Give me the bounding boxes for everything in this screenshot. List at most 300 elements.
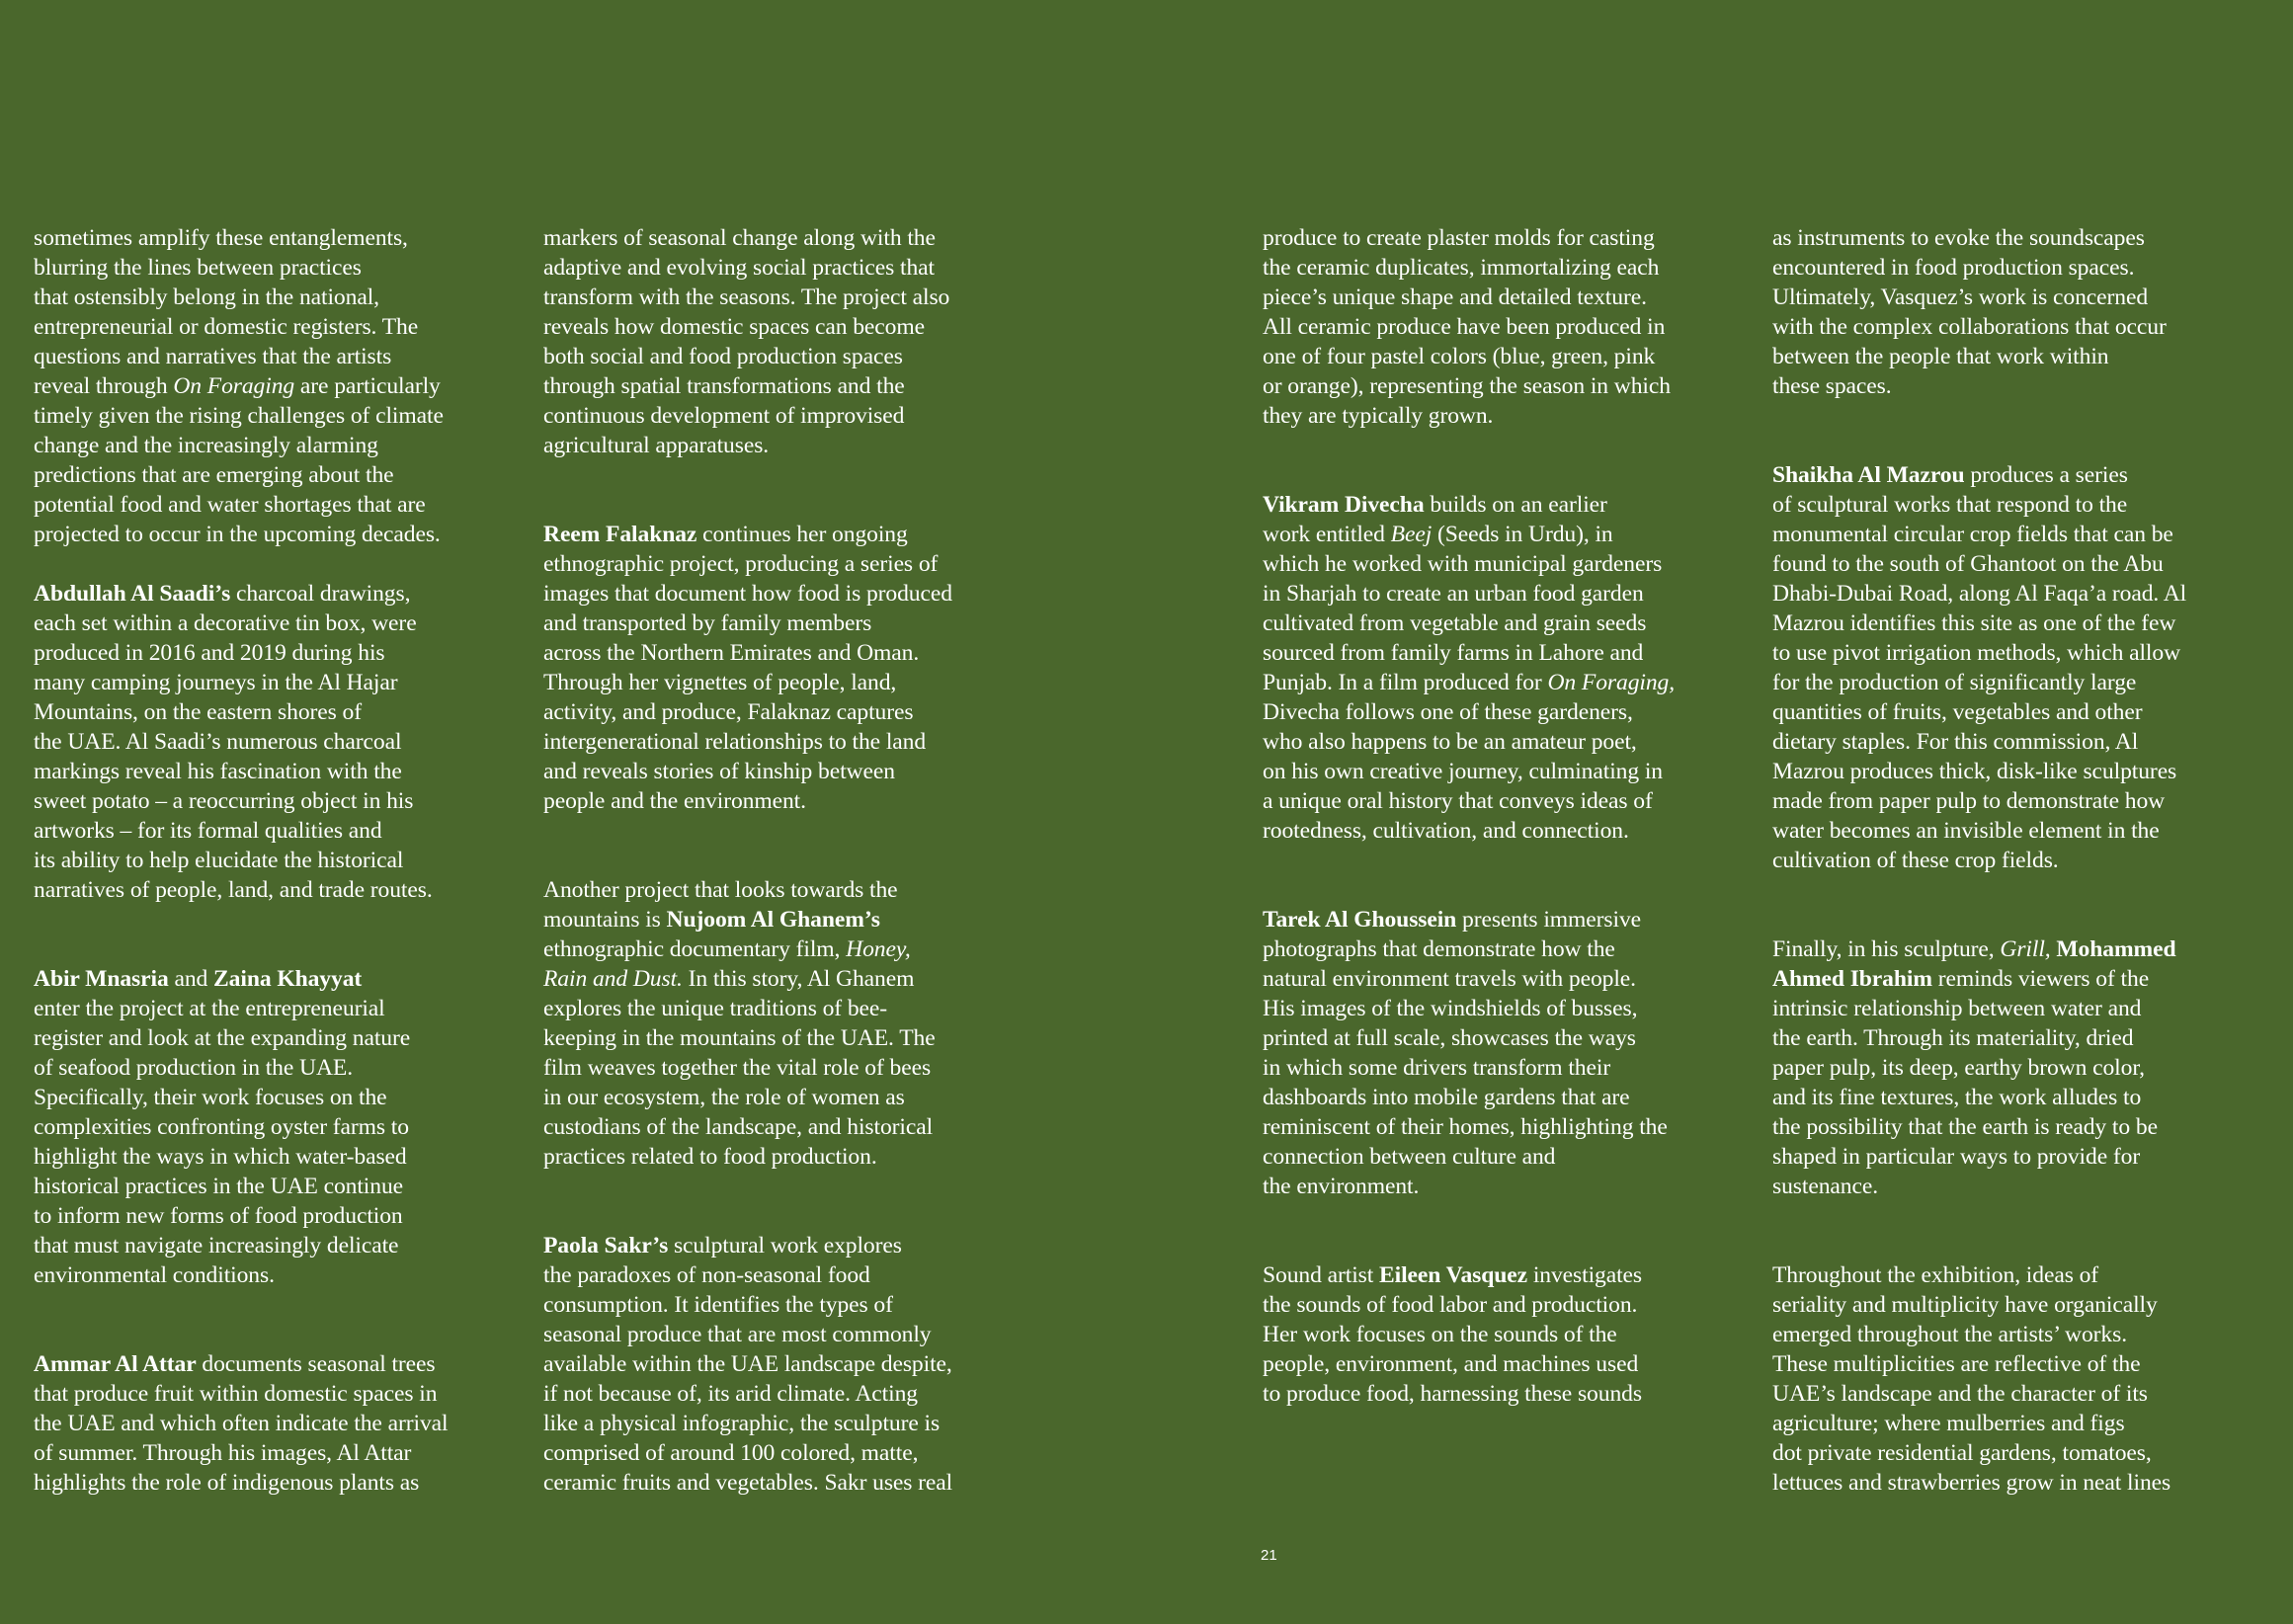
text-run: they are typically grown. [1263,403,1494,429]
text-run: questions and narratives that the artists [34,344,392,369]
text-line [34,1468,532,1498]
text-run: and [168,966,214,992]
text-line [1263,1023,1761,1053]
work-title: On Foraging, [1547,670,1676,695]
text-run: seasonal produce that are most commonly [543,1322,932,1347]
text-run: activity, and produce, Falaknaz captures [543,699,914,725]
text-run: like a physical infographic, the sculpture is [543,1411,941,1436]
text-run: keeping in the mountains of the UAE. The [543,1025,936,1051]
text-line [1772,223,2271,253]
text-line [543,934,1042,964]
paragraph [543,1231,1042,1498]
text-run: dashboards into mobile gardens that are [1263,1085,1630,1110]
text-line [1772,1379,2271,1409]
text-line [1772,668,2271,697]
text-run: the earth. Through its materiality, dried [1772,1025,2134,1051]
text-line [1772,1468,2271,1498]
text-run: sweet potato – a reoccurring object in his [34,788,414,814]
text-run: in which some drivers transform their [1263,1055,1611,1081]
text-line [543,579,1042,609]
text-run: to use pivot irrigation methods, which allow [1772,640,2181,666]
work-title: Grill, [2000,936,2051,962]
artist-name: Zaina Khayyat [213,966,363,992]
paragraph-gap [1263,1201,1761,1260]
text-run: ethnographic project, producing a series of [543,551,939,577]
paragraph-gap [1772,401,2271,460]
text-line [1772,846,2271,875]
text-line [34,371,532,401]
text-run: to inform new forms of food production [34,1203,403,1229]
text-line [1263,727,1761,757]
text-line [1263,757,1761,786]
paragraph [1263,490,1761,846]
text-run: documents seasonal trees [196,1351,436,1377]
text-run: paper pulp, its deep, earthy brown color, [1772,1055,2145,1081]
text-line [34,1379,532,1409]
text-run: Punjab. In a film produced for [1263,670,1548,695]
text-run: predictions that are emerging about the [34,462,394,488]
text-run: water becomes an invisible element in the [1772,818,2160,844]
paragraph-gap [34,905,532,964]
text-line [1772,1172,2271,1201]
text-run: Throughout the exhibition, ideas of [1772,1262,2099,1288]
text-line [543,964,1042,994]
text-run: in our ecosystem, the role of women as [543,1085,905,1110]
text-line [1263,520,1761,549]
text-run: Ultimately, Vasquez’s work is concerned [1772,284,2149,310]
text-line [543,549,1042,579]
text-line [543,697,1042,727]
paragraph [34,223,532,549]
text-line [34,1112,532,1142]
text-line [1772,1142,2271,1172]
text-column-2 [543,223,1042,1498]
text-line [543,1142,1042,1172]
text-line [1263,1290,1761,1320]
text-run: change and the increasingly alarming [34,433,378,458]
text-run: with the complex collaborations that occur [1772,314,2167,340]
text-line [1772,1320,2271,1349]
text-run: Mazrou identifies this site as one of the few [1772,610,2176,636]
paragraph [34,579,532,905]
text-run: agriculture; where mulberries and figs [1772,1411,2125,1436]
text-line [1772,1438,2271,1468]
text-run: ethnographic documentary film, [543,936,847,962]
text-line [1263,1112,1761,1142]
text-run: on his own creative journey, culminating in [1263,759,1663,784]
text-line [1263,1349,1761,1379]
text-run: mountains is [543,907,667,933]
text-run: Through her vignettes of people, land, [543,670,897,695]
text-line [1263,1260,1761,1290]
paragraph-gap [1263,846,1761,905]
text-run: His images of the windshields of busses, [1263,996,1638,1021]
text-line [1263,549,1761,579]
text-line [1263,1379,1761,1409]
paragraph [1772,1260,2271,1498]
text-line [34,1409,532,1438]
paragraph [543,520,1042,816]
paragraph-gap [34,549,532,579]
artist-name: Eileen Vasquez [1378,1262,1528,1288]
text-run: entrepreneurial or domestic registers. The [34,314,419,340]
text-line [34,223,532,253]
text-run: produced in 2016 and 2019 during his [34,640,385,666]
text-line [34,816,532,846]
paragraph-gap [1263,431,1761,490]
text-line [543,1083,1042,1112]
text-run: natural environment travels with people. [1263,966,1636,992]
text-line [1772,1023,2271,1053]
text-run: continues her ongoing [696,522,908,547]
text-run: reveals how domestic spaces can become [543,314,925,340]
text-line [1263,786,1761,816]
text-run: one of four pastel colors (blue, green, pink [1263,344,1656,369]
paragraph [1772,934,2271,1201]
text-line [34,964,532,994]
text-run: sourced from family farms in Lahore and [1263,640,1644,666]
work-title: On Foraging [173,373,295,399]
text-line [1263,1053,1761,1083]
text-run: rootedness, cultivation, and connection. [1263,818,1629,844]
text-run: sculptural work explores [668,1233,902,1259]
text-run: Another project that looks towards the [543,877,898,903]
text-line [1263,994,1761,1023]
text-run: through spatial transformations and the [543,373,905,399]
text-line [1772,786,2271,816]
paragraph [1772,460,2271,875]
paragraph-gap [1772,875,2271,934]
text-run: across the Northern Emirates and Oman. [543,640,920,666]
text-run: enter the project at the entrepreneurial [34,996,385,1021]
text-run: sometimes amplify these entanglements, [34,225,408,251]
artist-name: Paola Sakr’s [543,1233,669,1259]
text-line [543,1231,1042,1260]
text-line [34,994,532,1023]
text-run: All ceramic produce have been produced in [1263,314,1666,340]
text-line [1772,1083,2271,1112]
text-run: photographs that demonstrate how the [1263,936,1615,962]
text-line [543,401,1042,431]
text-run: Sound artist [1263,1262,1379,1288]
artist-name: Mohammed [2056,936,2176,962]
text-line [1263,1172,1761,1201]
text-line [543,1320,1042,1349]
text-run: dietary staples. For this commission, Al [1772,729,2139,755]
text-line [34,520,532,549]
text-run: complexities confronting oyster farms to [34,1114,409,1140]
text-run: shaped in particular ways to provide for [1772,1144,2141,1170]
paragraph [1263,905,1761,1201]
text-run: that produce fruit within domestic spaces in [34,1381,438,1407]
text-line [34,490,532,520]
text-run: made from paper pulp to demonstrate how [1772,788,2166,814]
text-line [1772,697,2271,727]
text-line [34,757,532,786]
text-line [1772,964,2271,994]
text-line [1772,638,2271,668]
paragraph [543,223,1042,460]
text-run: the UAE. Al Saadi’s numerous charcoal [34,729,402,755]
text-line [1263,312,1761,342]
text-run: to produce food, harnessing these sounds [1263,1381,1642,1407]
text-line [543,520,1042,549]
text-line [543,905,1042,934]
text-run: and reveals stories of kinship between [543,759,895,784]
text-run: found to the south of Ghantoot on the Abu [1772,551,2164,577]
text-run: as instruments to evoke the soundscapes [1772,225,2145,251]
text-run: Her work focuses on the sounds of the [1263,1322,1617,1347]
text-line [1772,994,2271,1023]
text-run: the possibility that the earth is ready to be [1772,1114,2158,1140]
text-line [34,727,532,757]
text-run: projected to occur in the upcoming decades. [34,522,441,547]
text-line [34,668,532,697]
text-run: Dhabi-Dubai Road, along Al Faqa’a road. Al [1772,581,2187,607]
text-line [34,401,532,431]
text-run: the sounds of food labor and production. [1263,1292,1638,1318]
work-title: Beej [1390,522,1433,547]
text-line [1263,816,1761,846]
text-line [1772,253,2271,283]
text-line [34,609,532,638]
text-line [1772,342,2271,371]
text-run: each set within a decorative tin box, were [34,610,417,636]
text-line [543,786,1042,816]
text-run: Specifically, their work focuses on the [34,1085,387,1110]
text-line [1772,549,2271,579]
text-run: and transported by family members [543,610,872,636]
text-line [543,668,1042,697]
text-run: intrinsic relationship between water and [1772,996,2142,1021]
text-line [34,460,532,490]
text-line [34,1349,532,1379]
text-run: the UAE and which often indicate the arrival [34,1411,449,1436]
text-run: explores the unique traditions of bee- [543,996,888,1021]
text-run: charcoal drawings, [230,581,411,607]
text-line [543,342,1042,371]
text-run: highlight the ways in which water-based [34,1144,407,1170]
text-run: many camping journeys in the Al Hajar [34,670,398,695]
paragraph [1772,223,2271,401]
text-line [543,283,1042,312]
text-run: monumental circular crop fields that can be [1772,522,2173,547]
text-column-4 [1772,223,2271,1498]
text-run: cultivated from vegetable and grain seeds [1263,610,1647,636]
artist-name: Ammar Al Attar [34,1351,197,1377]
text-run: reveal through [34,373,174,399]
text-run: blurring the lines between practices [34,255,362,281]
text-run: investigates [1527,1262,1643,1288]
text-run: that ostensibly belong in the national, [34,284,379,310]
text-line [34,1231,532,1260]
text-line [1263,609,1761,638]
text-line [543,312,1042,342]
text-run: who also happens to be an amateur poet, [1263,729,1637,755]
artist-name: Ahmed Ibrahim [1772,966,1932,992]
artist-name: Reem Falaknaz [543,522,697,547]
paragraph-gap [1772,1201,2271,1260]
text-line [1263,342,1761,371]
text-line [34,283,532,312]
text-run: if not because of, its arid climate. Acting [543,1381,918,1407]
text-line [543,431,1042,460]
work-title: Honey, [846,936,911,962]
text-run: reminds viewers of the [1931,966,2150,992]
text-line [1772,727,2271,757]
text-line [1772,1053,2271,1083]
text-line [543,875,1042,905]
text-run: of seafood production in the UAE. [34,1055,354,1081]
text-run: work entitled [1263,522,1391,547]
text-line [1263,1142,1761,1172]
text-run: film weaves together the vital role of bees [543,1055,932,1081]
text-line [543,1053,1042,1083]
text-line [1263,579,1761,609]
text-line [543,757,1042,786]
artist-name: Tarek Al Ghoussein [1263,907,1457,933]
text-run: Mountains, on the eastern shores of [34,699,362,725]
text-line [1772,609,2271,638]
text-run: lettuces and strawberries grow in neat lines [1772,1470,2171,1496]
text-run: a unique oral history that conveys ideas of [1263,788,1653,814]
text-line [543,1290,1042,1320]
text-line [1263,1320,1761,1349]
text-run: Divecha follows one of these gardeners, [1263,699,1633,725]
artist-name: Abdullah Al Saadi’s [34,581,231,607]
text-run: agricultural apparatuses. [543,433,770,458]
artist-name: Nujoom Al Ghanem’s [666,907,880,933]
text-line [1263,401,1761,431]
text-run: These multiplicities are reflective of the [1772,1351,2141,1377]
text-line [34,431,532,460]
text-run: people, environment, and machines used [1263,1351,1639,1377]
text-run: practices related to food production. [543,1144,877,1170]
text-line [543,1260,1042,1290]
text-line [543,1468,1042,1498]
text-line [543,371,1042,401]
text-run: UAE’s landscape and the character of its [1772,1381,2148,1407]
text-run: images that document how food is produced [543,581,952,607]
text-run: In this story, Al Ghanem [682,966,915,992]
text-run: potential food and water shortages that are [34,492,426,518]
text-run: artworks – for its formal qualities and [34,818,382,844]
paragraph-gap [543,1172,1042,1231]
text-run: these spaces. [1772,373,1892,399]
text-line [1263,964,1761,994]
text-line [543,609,1042,638]
text-line [1772,816,2271,846]
text-run: quantities of fruits, vegetables and other [1772,699,2143,725]
text-run: (Seeds in Urdu), in [1432,522,1613,547]
text-run: produce to create plaster molds for casting [1263,225,1655,251]
artist-name: Vikram Divecha [1263,492,1425,518]
text-run: encountered in food production spaces. [1772,255,2135,281]
paragraph-gap [543,460,1042,520]
text-run: builds on an earlier [1424,492,1607,518]
artist-name: Shaikha Al Mazrou [1772,462,1965,488]
text-run: register and look at the expanding nature [34,1025,411,1051]
text-run: intergenerational relationships to the land [543,729,927,755]
text-line [1772,1349,2271,1379]
text-run: presents immersive [1456,907,1642,933]
text-line [1772,1112,2271,1142]
text-run: custodians of the landscape, and historical [543,1114,934,1140]
text-run: ceramic fruits and vegetables. Sakr uses real [543,1470,953,1496]
text-run: the environment. [1263,1174,1420,1199]
text-run: reminiscent of their homes, highlighting the [1263,1114,1668,1140]
text-line [34,1438,532,1468]
text-run: emerged throughout the artists’ works. [1772,1322,2127,1347]
text-line [1772,371,2271,401]
text-run: markers of seasonal change along with the [543,225,936,251]
text-line [1263,668,1761,697]
text-line [1263,223,1761,253]
text-run: connection between culture and [1263,1144,1556,1170]
paragraph [1263,1260,1761,1409]
text-line [34,579,532,609]
paragraph-gap [543,816,1042,875]
text-column-1 [34,223,532,1498]
text-line [34,1053,532,1083]
text-run: the ceramic duplicates, immortalizing each [1263,255,1660,281]
text-run: environmental conditions. [34,1262,275,1288]
text-run: or orange), representing the season in which [1263,373,1671,399]
text-line [543,253,1042,283]
text-run: printed at full scale, showcases the ways [1263,1025,1636,1051]
text-line [1263,934,1761,964]
text-run: are particularly [294,373,441,399]
text-line [34,697,532,727]
text-line [1263,1083,1761,1112]
text-line [1263,697,1761,727]
text-line [1772,757,2271,786]
text-run: available within the UAE landscape despite, [543,1351,952,1377]
text-line [1263,371,1761,401]
text-line [1263,253,1761,283]
text-line [1772,312,2271,342]
text-line [543,727,1042,757]
text-run: comprised of around 100 colored, matte, [543,1440,919,1466]
artist-name: Abir Mnasria [34,966,169,992]
text-line [543,1349,1042,1379]
text-run: between the people that work within [1772,344,2109,369]
text-line [543,1438,1042,1468]
text-line [34,846,532,875]
text-run: which he worked with municipal gardeners [1263,551,1663,577]
text-run: for the production of significantly large [1772,670,2137,695]
text-line [543,638,1042,668]
text-line [1772,460,2271,490]
text-line [1772,934,2271,964]
text-line [34,253,532,283]
text-line [543,223,1042,253]
text-run: dot private residential gardens, tomatoes, [1772,1440,2152,1466]
text-column-3 [1263,223,1761,1409]
text-line [34,786,532,816]
text-line [34,312,532,342]
text-line [34,342,532,371]
text-run: that must navigate increasingly delicate [34,1233,399,1259]
text-line [543,1023,1042,1053]
text-line [34,1142,532,1172]
text-run: narratives of people, land, and trade routes. [34,877,433,903]
text-line [34,638,532,668]
text-run: in Sharjah to create an urban food garden [1263,581,1644,607]
text-run: Mazrou produces thick, disk-like sculptures [1772,759,2177,784]
text-line [543,1379,1042,1409]
text-run: highlights the role of indigenous plants as [34,1470,420,1496]
